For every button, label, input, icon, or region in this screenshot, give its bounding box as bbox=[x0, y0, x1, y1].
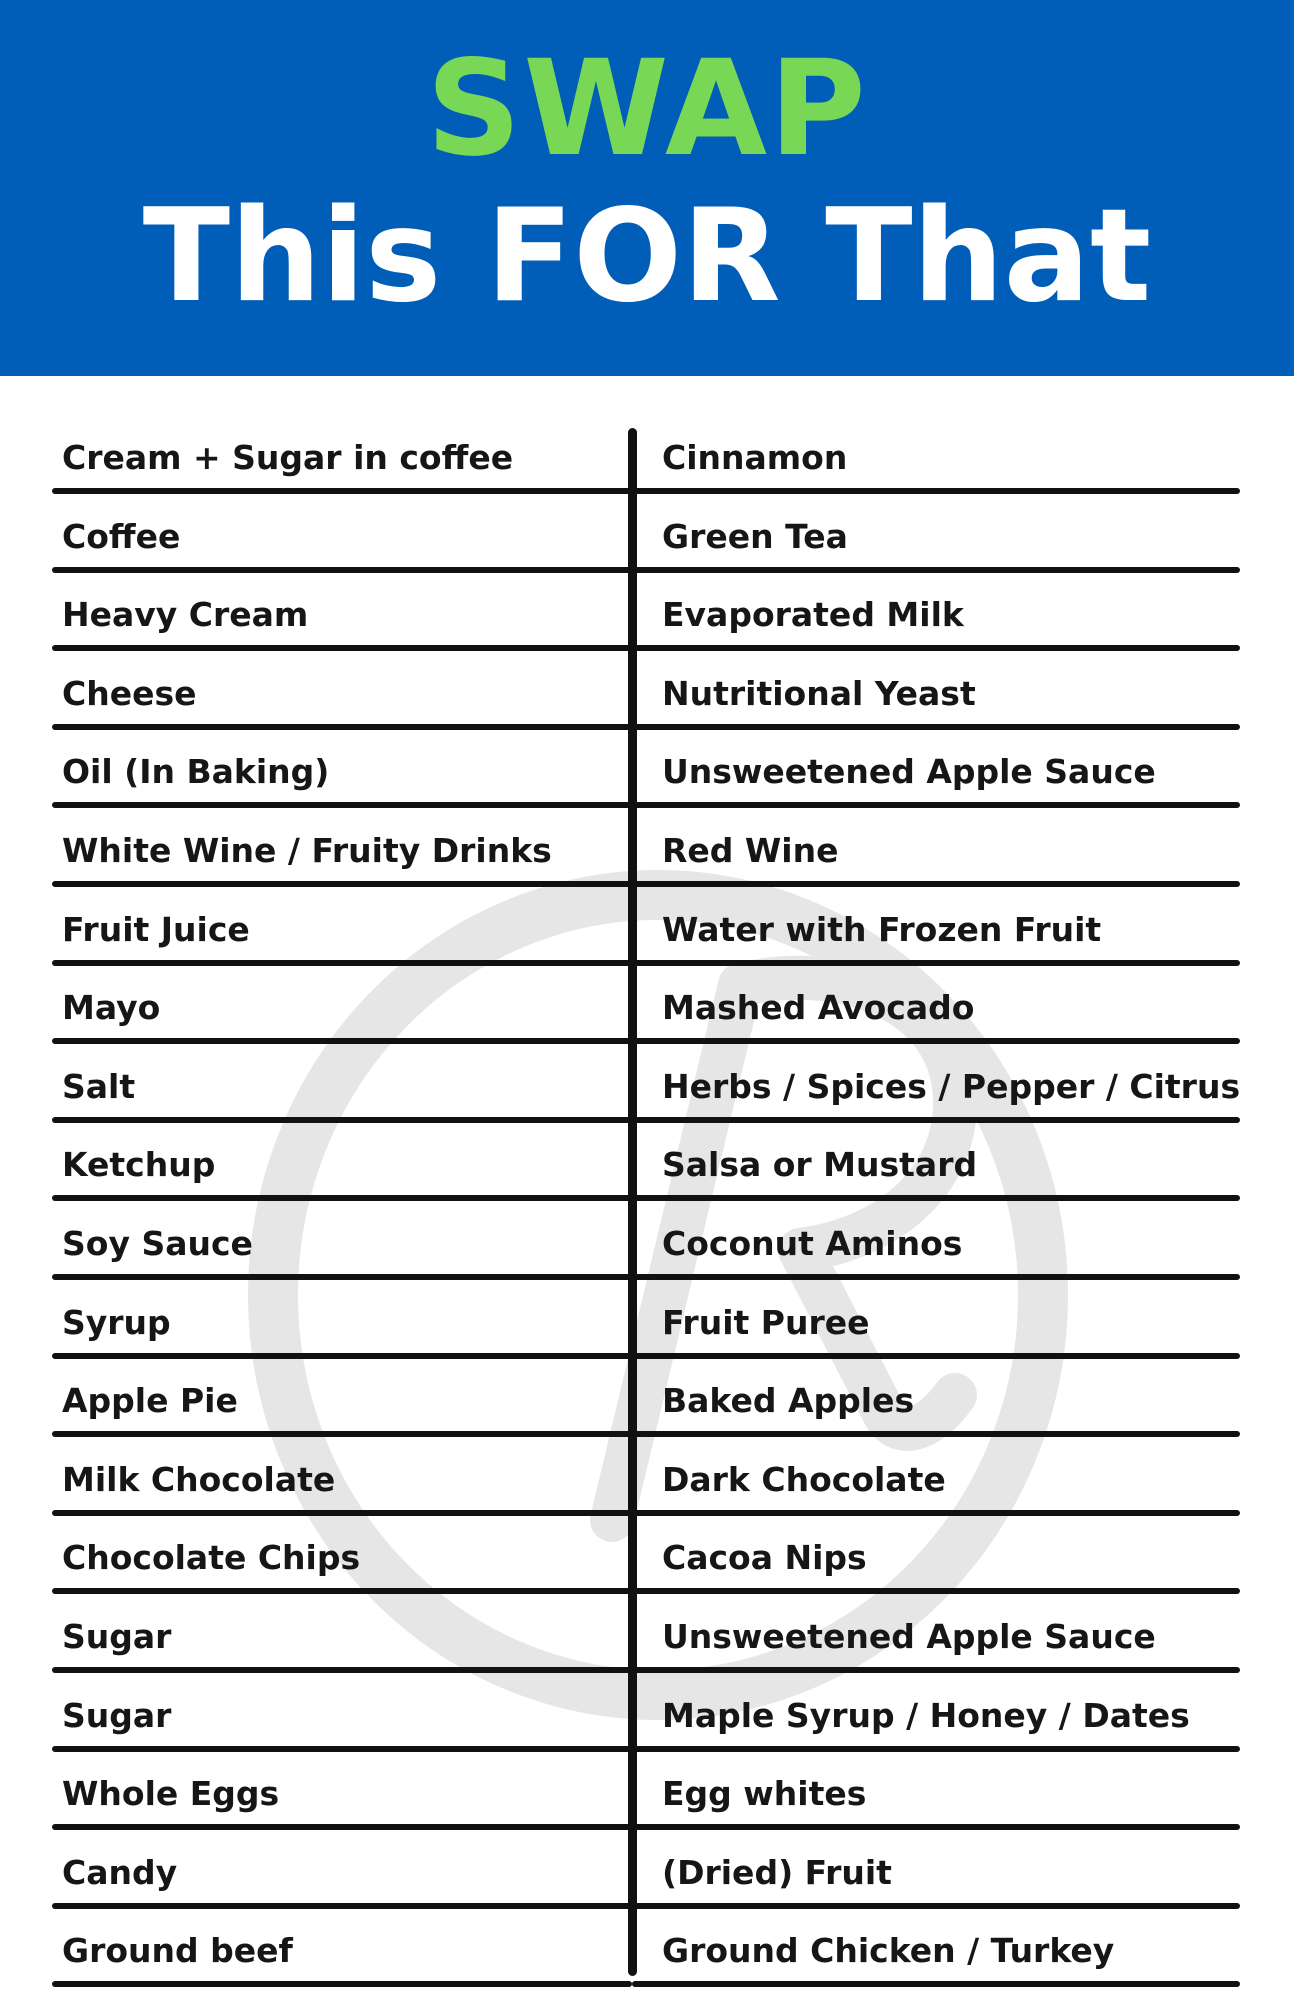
swap-this-item: Chocolate Chips bbox=[62, 1538, 361, 1577]
swap-this-item: Oil (In Baking) bbox=[62, 752, 330, 791]
row-rule bbox=[632, 488, 1240, 494]
row-rule bbox=[52, 1588, 632, 1594]
row-rule bbox=[632, 1195, 1240, 1201]
row-rule bbox=[52, 960, 632, 966]
row-rule bbox=[632, 960, 1240, 966]
row-rule bbox=[632, 1903, 1240, 1909]
swap-that-item: Cinnamon bbox=[662, 438, 848, 477]
swap-that-item: Mashed Avocado bbox=[662, 988, 975, 1027]
row-rule bbox=[52, 724, 632, 730]
swap-this-item: Mayo bbox=[62, 988, 161, 1027]
swap-this-item: Candy bbox=[62, 1853, 178, 1892]
swap-this-item: White Wine / Fruity Drinks bbox=[62, 831, 552, 870]
row-rule bbox=[632, 645, 1240, 651]
row-rule bbox=[632, 1117, 1240, 1123]
swap-that-item: Unsweetened Apple Sauce bbox=[662, 752, 1156, 791]
row-rule bbox=[632, 1588, 1240, 1594]
row-rule bbox=[632, 1824, 1240, 1830]
swap-that-item: Maple Syrup / Honey / Dates bbox=[662, 1696, 1190, 1735]
row-rule bbox=[52, 1117, 632, 1123]
swap-this-item: Ketchup bbox=[62, 1145, 216, 1184]
row-rule bbox=[52, 1746, 632, 1752]
row-rule bbox=[52, 1824, 632, 1830]
swap-this-item: Syrup bbox=[62, 1303, 171, 1342]
row-rule bbox=[632, 1981, 1240, 1987]
row-rule bbox=[52, 1195, 632, 1201]
row-rule bbox=[52, 567, 632, 573]
row-rule bbox=[52, 1038, 632, 1044]
row-rule bbox=[52, 1274, 632, 1280]
row-rule bbox=[632, 1038, 1240, 1044]
swap-that-item: Egg whites bbox=[662, 1774, 867, 1813]
row-rule bbox=[632, 1431, 1240, 1437]
swap-this-item: Whole Eggs bbox=[62, 1774, 280, 1813]
swap-that-item: Herbs / Spices / Pepper / Citrus bbox=[662, 1067, 1241, 1106]
swap-that-item: Cacoa Nips bbox=[662, 1538, 867, 1577]
swap-this-item: Coffee bbox=[62, 517, 181, 556]
swap-this-item: Sugar bbox=[62, 1617, 172, 1656]
row-rule bbox=[52, 1431, 632, 1437]
row-rule bbox=[632, 802, 1240, 808]
swap-this-item: Ground beef bbox=[62, 1931, 293, 1970]
swap-this-item: Cheese bbox=[62, 674, 197, 713]
column-divider bbox=[628, 428, 637, 1976]
page-title: This FOR That bbox=[142, 182, 1152, 331]
row-rule bbox=[52, 1353, 632, 1359]
swap-that-item: Evaporated Milk bbox=[662, 595, 964, 634]
swap-that-item: Coconut Aminos bbox=[662, 1224, 963, 1263]
swap-this-item: Fruit Juice bbox=[62, 910, 250, 949]
swap-that-item: Ground Chicken / Turkey bbox=[662, 1931, 1115, 1970]
swap-that-item: Green Tea bbox=[662, 517, 848, 556]
swap-this-item: Apple Pie bbox=[62, 1381, 238, 1420]
row-rule bbox=[52, 1667, 632, 1673]
row-rule bbox=[52, 881, 632, 887]
row-rule bbox=[632, 881, 1240, 887]
row-rule bbox=[632, 1667, 1240, 1673]
swap-this-item: Cream + Sugar in coffee bbox=[62, 438, 514, 477]
swap-that-item: Dark Chocolate bbox=[662, 1460, 946, 1499]
row-rule bbox=[632, 1353, 1240, 1359]
swap-that-item: Fruit Puree bbox=[662, 1303, 870, 1342]
row-rule bbox=[632, 1274, 1240, 1280]
swap-that-item: Nutritional Yeast bbox=[662, 674, 976, 713]
swap-this-item: Sugar bbox=[62, 1696, 172, 1735]
swap-that-item: Water with Frozen Fruit bbox=[662, 910, 1102, 949]
swap-this-item: Milk Chocolate bbox=[62, 1460, 336, 1499]
swap-heading: SWAP bbox=[426, 32, 868, 186]
row-rule bbox=[632, 1510, 1240, 1516]
row-rule bbox=[632, 724, 1240, 730]
swap-this-item: Heavy Cream bbox=[62, 595, 309, 634]
row-rule bbox=[52, 1981, 632, 1987]
row-rule bbox=[632, 567, 1240, 573]
swap-that-item: Salsa or Mustard bbox=[662, 1145, 978, 1184]
row-rule bbox=[52, 1903, 632, 1909]
swap-that-item: Unsweetened Apple Sauce bbox=[662, 1617, 1156, 1656]
row-rule bbox=[52, 1510, 632, 1516]
row-rule bbox=[52, 645, 632, 651]
swap-this-item: Salt bbox=[62, 1067, 136, 1106]
swap-that-item: Baked Apples bbox=[662, 1381, 915, 1420]
row-rule bbox=[52, 488, 632, 494]
row-rule bbox=[632, 1746, 1240, 1752]
swap-that-item: (Dried) Fruit bbox=[662, 1853, 892, 1892]
row-rule bbox=[52, 802, 632, 808]
swap-this-item: Soy Sauce bbox=[62, 1224, 253, 1263]
swap-that-item: Red Wine bbox=[662, 831, 839, 870]
